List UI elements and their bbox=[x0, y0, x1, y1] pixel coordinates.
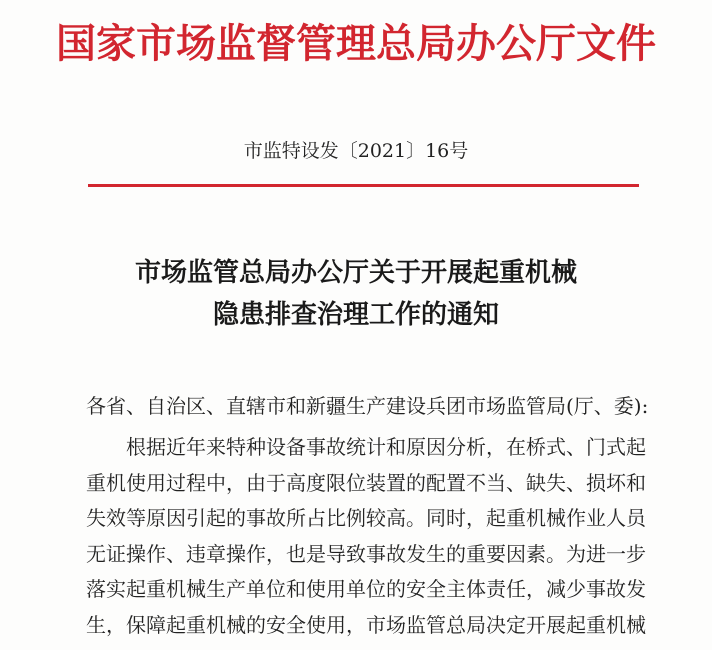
red-divider-line bbox=[88, 184, 639, 187]
title-line-2: 隐患排查治理工作的通知 bbox=[212, 300, 499, 330]
document-red-header: 国家市场监督管理总局办公厅文件 bbox=[56, 20, 656, 67]
body-line-4: 无证操作、违章操作，也是导致事故发生的重要因素。为进一步 bbox=[86, 541, 646, 566]
document-number: 市监特设发〔2021〕16号 bbox=[243, 140, 469, 162]
body-line-1: 根据近年来特种设备事故统计和原因分析，在桥式、门式起 bbox=[126, 435, 646, 459]
addressee-line: 各省、自治区、直辖市和新疆生产建设兵团市场监管局(厅、委): bbox=[86, 394, 649, 418]
body-line-2: 重机使用过程中，由于高度限位装置的配置不当、缺失、损坏和 bbox=[86, 470, 646, 495]
body-line-6: 生，保障起重机械的安全使用，市场监管总局决定开展起重机械 bbox=[86, 612, 646, 637]
document-title bbox=[0, 252, 712, 336]
document-body bbox=[86, 430, 646, 643]
title-line-1: 市场监管总局办公厅关于开展起重机械 bbox=[134, 258, 577, 288]
body-line-5: 落实起重机械生产单位和使用单位的安全主体责任，减少事故发 bbox=[86, 577, 646, 601]
body-line-3: 失效等原因引起的事故所占比例较高。同时，起重机械作业人员 bbox=[86, 506, 646, 530]
